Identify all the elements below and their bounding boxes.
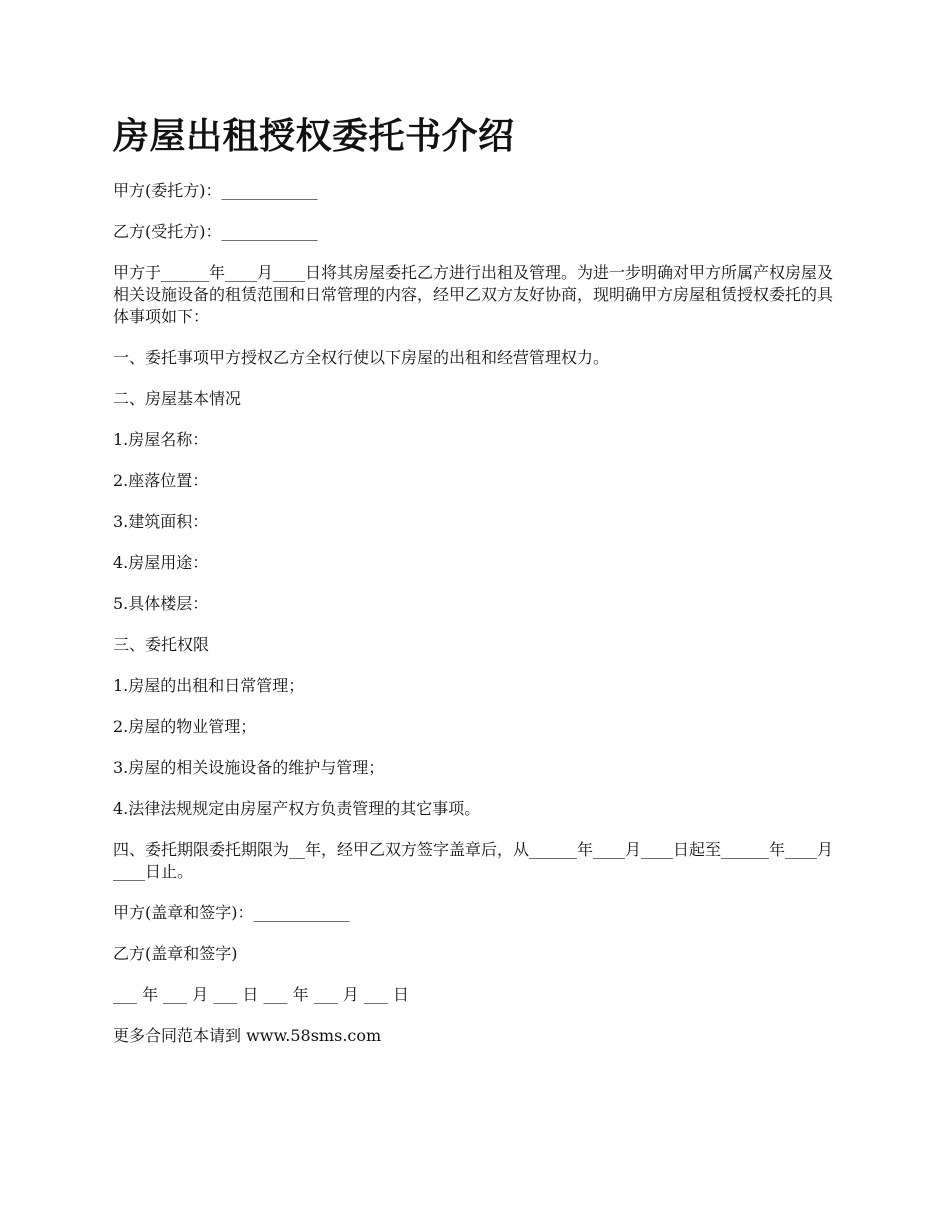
document-title: 房屋出租授权委托书介绍	[113, 115, 515, 157]
party-a-signature-line: 甲方(盖章和签字)：____________	[113, 903, 350, 922]
authority-item-1: 1.房屋的出租和日常管理；	[113, 676, 305, 695]
section-1-entrusted-matters: 一、委托事项甲方授权乙方全权行使以下房屋的出租和经营管理权力。	[113, 348, 610, 367]
house-area-line: 3.建筑面积：	[113, 512, 209, 531]
house-location-line: 2.座落位置：	[113, 471, 209, 490]
section-4-term: 四、委托期限委托期限为__年，经甲乙双方签字盖章后，从______年____月____日起至______年____月____日止。	[113, 840, 834, 881]
authority-item-4: 4.法律法规规定由房屋产权方负责管理的其它事项。	[113, 799, 481, 818]
party-b-signature-line: 乙方(盖章和签字)	[113, 944, 238, 963]
section-2-heading: 二、房屋基本情况	[113, 389, 242, 408]
section-3-heading: 三、委托权限	[113, 635, 210, 654]
authority-item-3: 3.房屋的相关设施设备的维护与管理；	[113, 758, 385, 777]
party-b-line: 乙方(受托方)：____________	[113, 222, 318, 241]
house-name-line: 1.房屋名称：	[113, 430, 209, 449]
intro-paragraph: 甲方于______年____月____日将其房屋委托乙方进行出租及管理。为进一步明确对甲方所属产权房屋及相关设施设备的租赁范围和日常管理的内容，经甲乙双方友好协商，现明确甲方房屋租赁授权委托的具体事项如下：	[113, 263, 834, 326]
house-usage-line: 4.房屋用途：	[113, 553, 209, 572]
party-a-line: 甲方(委托方)：____________	[113, 181, 318, 200]
house-floor-line: 5.具体楼层：	[113, 594, 209, 613]
document-page	[113, 110, 843, 1066]
footer-more-templates: 更多合同范本请到 www.58sms.com	[113, 1026, 382, 1045]
authority-item-2: 2.房屋的物业管理；	[113, 717, 257, 736]
date-line: ___ 年 ___ 月 ___ 日 ___ 年 ___ 月 ___ 日	[113, 985, 409, 1004]
